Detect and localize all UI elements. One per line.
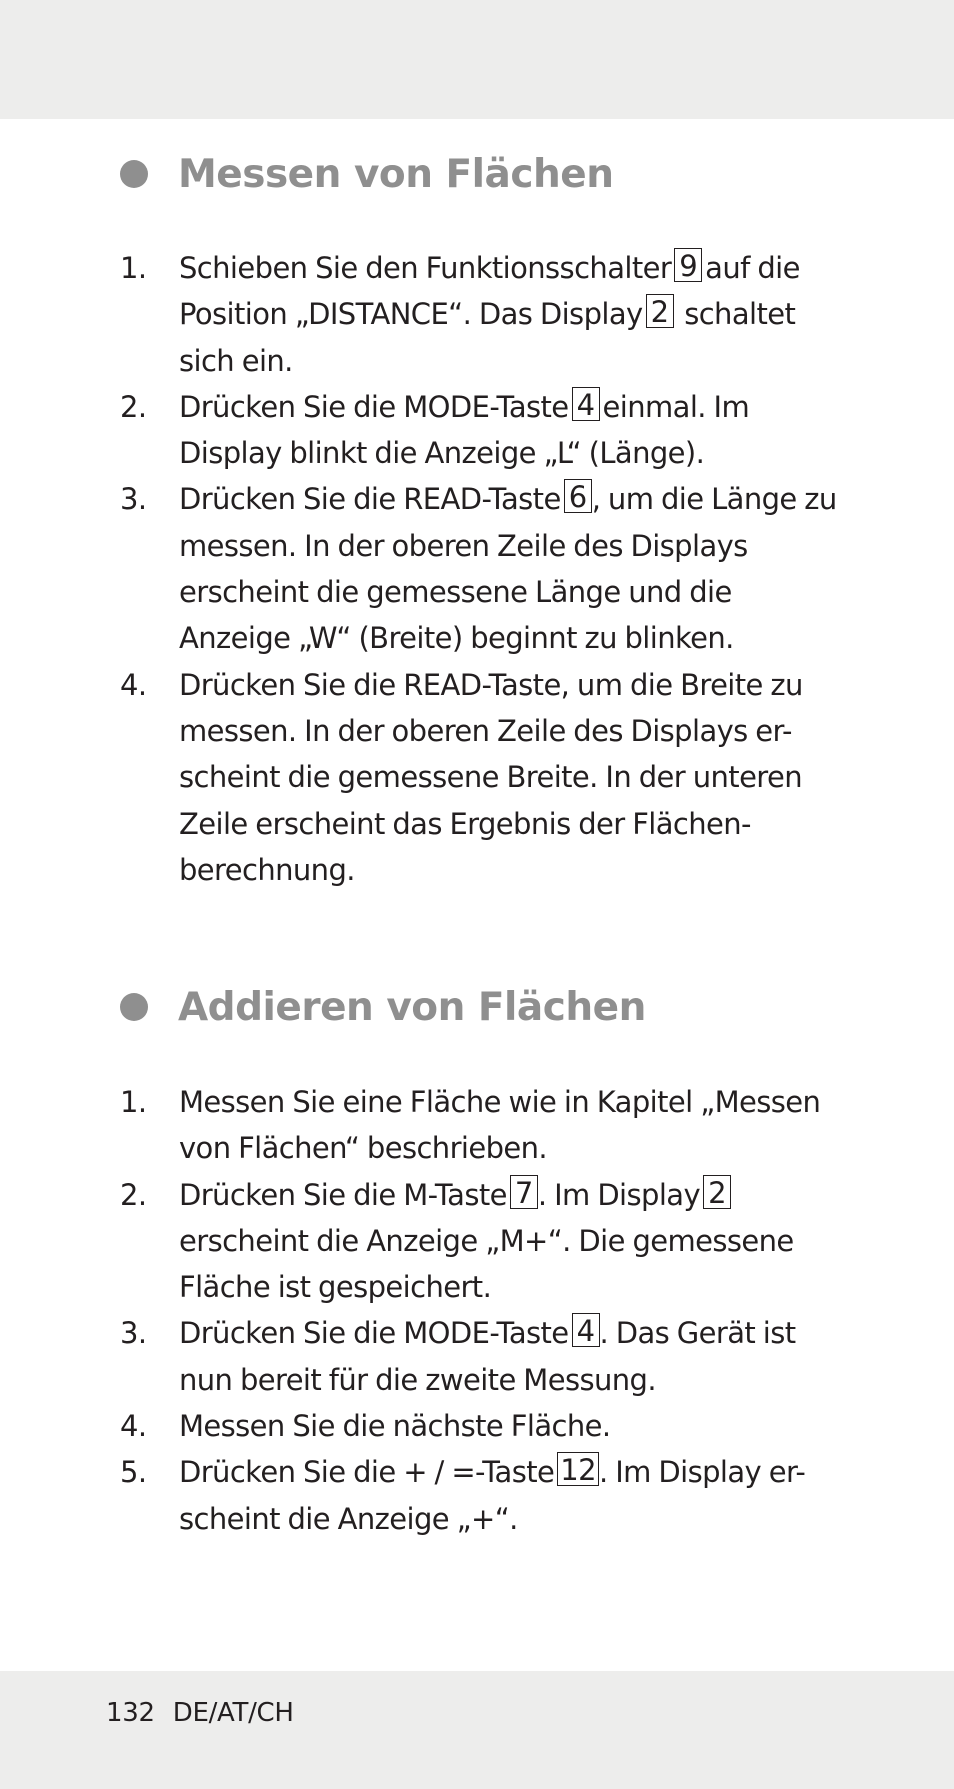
reference-number-box: 2: [703, 1175, 731, 1209]
reference-number-box: 4: [572, 1313, 600, 1347]
list-item: [120, 384, 840, 477]
list-item: [120, 1403, 840, 1449]
footer-band: [0, 1671, 954, 1789]
step-text: . Das Gerät ist nun bereit für die zweite Messung.: [179, 1316, 796, 1397]
list-item: [120, 1079, 840, 1172]
reference-number-box: 12: [557, 1452, 599, 1486]
step-number: 5.: [120, 1455, 147, 1490]
header-band: [0, 0, 954, 119]
step-text: Drücken Sie die M-Taste: [179, 1177, 507, 1212]
step-text: . Im Display: [537, 1177, 701, 1212]
step-number: 3.: [120, 1316, 147, 1351]
section-bullet-icon: [120, 160, 148, 188]
step-number: 1.: [120, 251, 147, 285]
list-item: [120, 1449, 840, 1542]
step-text: , um die Länge zu messen. In der oberen Zeile des Displays erscheint die gemessene Länge und die Anzeige „W“ (Breite) beginnt zu blinken.: [179, 482, 837, 656]
step-text: erscheint die Anzeige „M+“. Die gemessene Fläche ist gespeichert.: [179, 1223, 794, 1305]
step-text: Drücken Sie die READ-Taste: [179, 482, 561, 517]
section-title: Addieren von Flächen: [178, 984, 646, 1030]
step-text: Messen Sie die nächste Fläche.: [179, 1409, 611, 1444]
step-text: Schieben Sie den Funktionsschalter: [179, 251, 672, 285]
list-item: [120, 662, 840, 893]
section-title: Messen von Flächen: [178, 151, 614, 197]
step-number: 3.: [120, 482, 147, 517]
list-item: [120, 476, 840, 661]
page-number: 132: [106, 1698, 155, 1728]
section-heading-messen: [120, 144, 613, 204]
step-text: einmal. Im Display blinkt die Anzeige „L“ (Länge).: [179, 389, 750, 471]
step-number: 2.: [120, 1177, 147, 1212]
step-number: 4.: [120, 1409, 147, 1444]
reference-number-box: 4: [572, 387, 600, 421]
reference-number-box: 6: [564, 479, 592, 513]
step-number: 1.: [120, 1085, 147, 1119]
step-text: Drücken Sie die READ-Taste, um die Breite zu messen. In der oberen Zeile des Displays er-scheint die gemessene Breite. In der unteren Zeile erscheint das Ergebnis der Flächen-berechnung.: [179, 667, 803, 887]
step-text: Drücken Sie die MODE-Taste: [179, 1316, 569, 1351]
list-item: [120, 1172, 840, 1311]
step-number: 2.: [120, 389, 147, 424]
reference-number-box: 2: [646, 294, 674, 328]
step-text: . Im Display er-scheint die Anzeige „+“.: [179, 1455, 806, 1536]
step-number: 4.: [120, 667, 147, 702]
list-item: [120, 1310, 840, 1403]
step-text: schaltet sich ein.: [179, 297, 796, 378]
step-text: auf die Position „DISTANCE“. Das Display: [179, 251, 800, 332]
section-heading-addieren: [120, 977, 646, 1037]
reference-number-box: 9: [674, 248, 702, 282]
step-text: Drücken Sie die + / =-Taste: [179, 1455, 555, 1490]
region-label: DE/AT/CH: [172, 1698, 294, 1728]
steps-list-messen: [120, 245, 840, 893]
page-footer: [106, 1698, 294, 1728]
step-text: Messen Sie eine Fläche wie in Kapitel „Messen von Flächen“ beschrieben.: [179, 1085, 821, 1166]
section-bullet-icon: [120, 993, 148, 1021]
list-item: [120, 245, 840, 384]
steps-list-addieren: [120, 1079, 840, 1542]
step-text: Drücken Sie die MODE-Taste: [179, 389, 569, 424]
reference-number-box: 7: [510, 1175, 538, 1209]
